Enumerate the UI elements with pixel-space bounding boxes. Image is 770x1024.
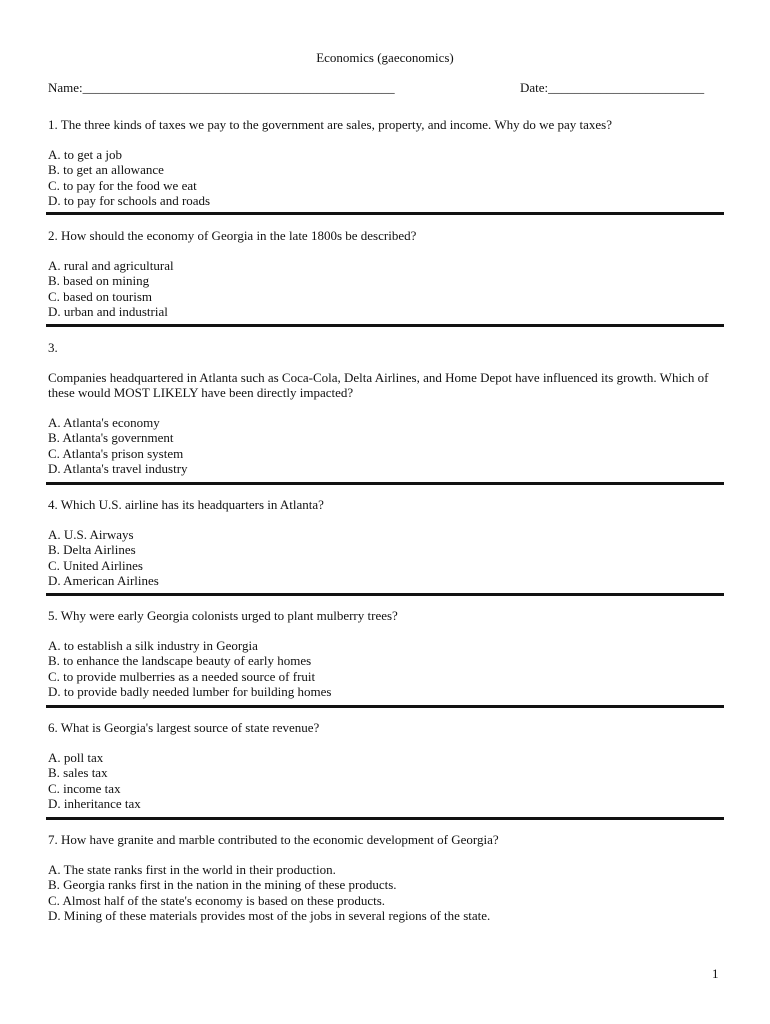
option-a: A. to establish a silk industry in Georgia bbox=[48, 637, 258, 653]
option-a: A. U.S. Airways bbox=[48, 526, 134, 542]
question-divider bbox=[46, 482, 724, 485]
option-b: B. Atlanta's government bbox=[48, 430, 174, 445]
option-d: D. urban and industrial bbox=[48, 304, 168, 319]
option-b: B. Georgia ranks first in the nation in the mining of these products. bbox=[48, 877, 397, 892]
option-c: C. to provide mulberries as a needed source of fruit bbox=[48, 668, 316, 684]
question-stem: 5. Why were early Georgia colonists urged to plant mulberry trees? bbox=[48, 608, 398, 623]
question-7 bbox=[48, 832, 728, 924]
option-a: A. to get a job bbox=[48, 146, 123, 162]
question-passage: Companies headquartered in Atlanta such as Coca-Cola, Delta Airlines, and Home Depot have influenced its growth. Which of these would MOST LIKELY have been directly impacted? bbox=[48, 369, 709, 400]
option-c: C. Atlanta's prison system bbox=[48, 445, 184, 461]
option-b: B. based on mining bbox=[48, 273, 150, 288]
option-c: C. based on tourism bbox=[48, 288, 152, 304]
option-b: B. to get an allowance bbox=[48, 162, 164, 177]
option-c: C. United Airlines bbox=[48, 557, 143, 573]
answer-options bbox=[48, 862, 728, 924]
question-divider bbox=[46, 593, 724, 596]
option-b: B. sales tax bbox=[48, 765, 108, 780]
question-stem: 4. Which U.S. airline has its headquarters in Atlanta? bbox=[48, 497, 324, 512]
option-a: A. The state ranks first in the world in their production. bbox=[48, 861, 336, 877]
question-4 bbox=[48, 497, 728, 589]
option-d: D. Mining of these materials provides most of the jobs in several regions of the state. bbox=[48, 908, 491, 923]
option-d: D. American Airlines bbox=[48, 573, 159, 588]
question-stem: 6. What is Georgia's largest source of state revenue? bbox=[48, 720, 320, 735]
option-c: C. to pay for the food we eat bbox=[48, 177, 197, 193]
answer-options bbox=[48, 638, 728, 700]
question-2 bbox=[48, 228, 728, 320]
answer-options bbox=[48, 147, 728, 209]
question-divider bbox=[46, 212, 724, 215]
option-d: D. Atlanta's travel industry bbox=[48, 461, 188, 476]
question-3 bbox=[48, 340, 728, 477]
option-c: C. Almost half of the state's economy is based on these products. bbox=[48, 892, 386, 908]
option-b: B. Delta Airlines bbox=[48, 542, 136, 557]
question-divider bbox=[46, 817, 724, 820]
question-stem: 3. bbox=[48, 340, 58, 355]
question-6 bbox=[48, 720, 728, 812]
name-field: Name:________________________________________________ bbox=[48, 80, 395, 95]
question-stem: 7. How have granite and marble contributed to the economic development of Georgia? bbox=[48, 832, 499, 847]
question-5 bbox=[48, 608, 728, 700]
answer-options bbox=[48, 527, 728, 589]
page-title: Economics (gaeconomics) bbox=[316, 50, 454, 65]
option-d: D. to provide badly needed lumber for building homes bbox=[48, 684, 332, 699]
question-stem: 2. How should the economy of Georgia in the late 1800s be described? bbox=[48, 228, 417, 243]
answer-options bbox=[48, 258, 728, 320]
page-number: 1 bbox=[712, 966, 719, 981]
option-d: D. inheritance tax bbox=[48, 796, 141, 811]
option-c: C. income tax bbox=[48, 780, 121, 796]
option-d: D. to pay for schools and roads bbox=[48, 193, 211, 208]
question-1 bbox=[48, 117, 728, 209]
option-b: B. to enhance the landscape beauty of early homes bbox=[48, 653, 312, 668]
option-a: A. poll tax bbox=[48, 749, 104, 765]
option-a: A. Atlanta's economy bbox=[48, 414, 160, 430]
answer-options bbox=[48, 415, 728, 477]
question-divider bbox=[46, 705, 724, 708]
question-divider bbox=[46, 324, 724, 327]
option-a: A. rural and agricultural bbox=[48, 257, 174, 273]
answer-options bbox=[48, 750, 728, 812]
date-field: Date:________________________ bbox=[520, 80, 705, 95]
question-stem: 1. The three kinds of taxes we pay to the government are sales, property, and income. Why do we pay taxes? bbox=[48, 117, 612, 132]
